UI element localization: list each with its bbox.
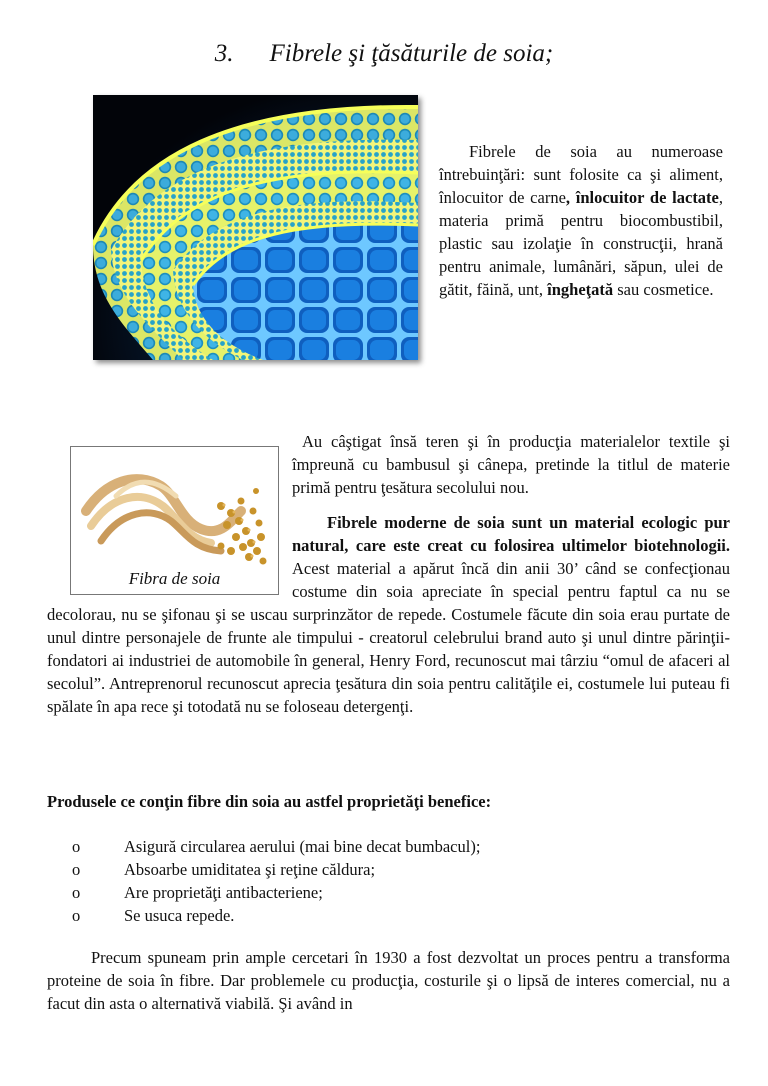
bullet-icon: o bbox=[72, 837, 81, 856]
benefits-heading: Produsele ce conţin fibre din soia au astfel proprietăţi benefice: bbox=[47, 792, 492, 811]
section-number: 3. bbox=[214, 40, 234, 67]
p1-bold-lactate: , înlocuitor de lactate bbox=[565, 188, 719, 207]
list-item bbox=[72, 858, 480, 881]
bullet-icon: o bbox=[72, 883, 81, 902]
intro-paragraph bbox=[439, 140, 723, 301]
modern-fibers-bold: Fibrele moderne de soia sunt un material ecologic pur natural, care este creat cu folosirea ultimelor biotehnologii. bbox=[292, 513, 730, 555]
p1-bold-ice-cream: îngheţată bbox=[547, 280, 614, 299]
soy-fiber-picture bbox=[81, 451, 267, 569]
figure-caption: Fibra de soia bbox=[128, 569, 221, 588]
bullet-icon: o bbox=[72, 906, 81, 925]
list-item-text: Absoarbe umiditatea şi reţine căldura; bbox=[124, 860, 376, 879]
p1-text-2: , materia primă pentru biocombustibil, plastic sau izolaţie în construcţii, hrană pentru animale, lumânări, săpun, ulei de gătit, făină, unt, bbox=[439, 188, 724, 299]
research-paragraph: Precum spuneam prin ample cercetari în 1930 a fost dezvoltat un proces pentru a transforma proteine de soia în fibre. Dar problemele cu producţia, costurile şi o lipsă de interes comercial, nu a facut din asta o alternativă viabilă. Şi având in bbox=[47, 948, 730, 1013]
list-item bbox=[72, 835, 480, 858]
list-item-text: Asigură circularea aerului (mai bine decat bumbacul); bbox=[124, 837, 481, 856]
figure-box bbox=[70, 446, 279, 595]
p1-text-1: Fibrele de soia au numeroase întrebuinţări: sunt folosite ca şi aliment, înlocuitor de carne bbox=[439, 142, 723, 207]
list-item bbox=[72, 904, 480, 927]
list-item-text: Se usuca repede. bbox=[124, 906, 235, 925]
benefits-list bbox=[72, 835, 480, 927]
list-item-text: Are proprietăţi antibacteriene; bbox=[124, 883, 323, 902]
modern-fibers-text: Acest material a apărut încă din anii 30’ când se confecţionau costume din soia apreciate în special pentru faptul ca nu se decolorau, nu se şifonau şi se uscau surprinzător de repede. Costumele făcute din soia erau purtate de unul dintre personajele de frunte ale timpului - creatorul celebrului brand auto şi unul dintre părinţii-fondatori ai industriei de automobile în general, Henry Ford, recunoscut mai târziu “omul de afaceri al secolul”. Antreprenorul recunoscut aprecia ţesătura din soia pentru calităţile ei, costumele lui puteau fi spălate în apa rece şi totodată nu se foloseau detergenţi. bbox=[47, 559, 730, 716]
section-title bbox=[0, 40, 768, 68]
microscope-image bbox=[93, 95, 418, 360]
section-title-text: Fibrele şi ţăsăturile de soia; bbox=[269, 40, 554, 67]
list-item bbox=[72, 881, 480, 904]
p1-text-3: sau cosmetice. bbox=[613, 280, 714, 299]
soy-stem-cross-section-picture bbox=[93, 95, 418, 360]
textiles-paragraph: Au câştigat însă teren şi în producţia materialelor textile şi împreună cu bambusul şi cânepa, pretinde la titlul de materie primă pentru ţesătura secolului nou. bbox=[292, 432, 730, 497]
bullet-icon: o bbox=[72, 860, 81, 879]
